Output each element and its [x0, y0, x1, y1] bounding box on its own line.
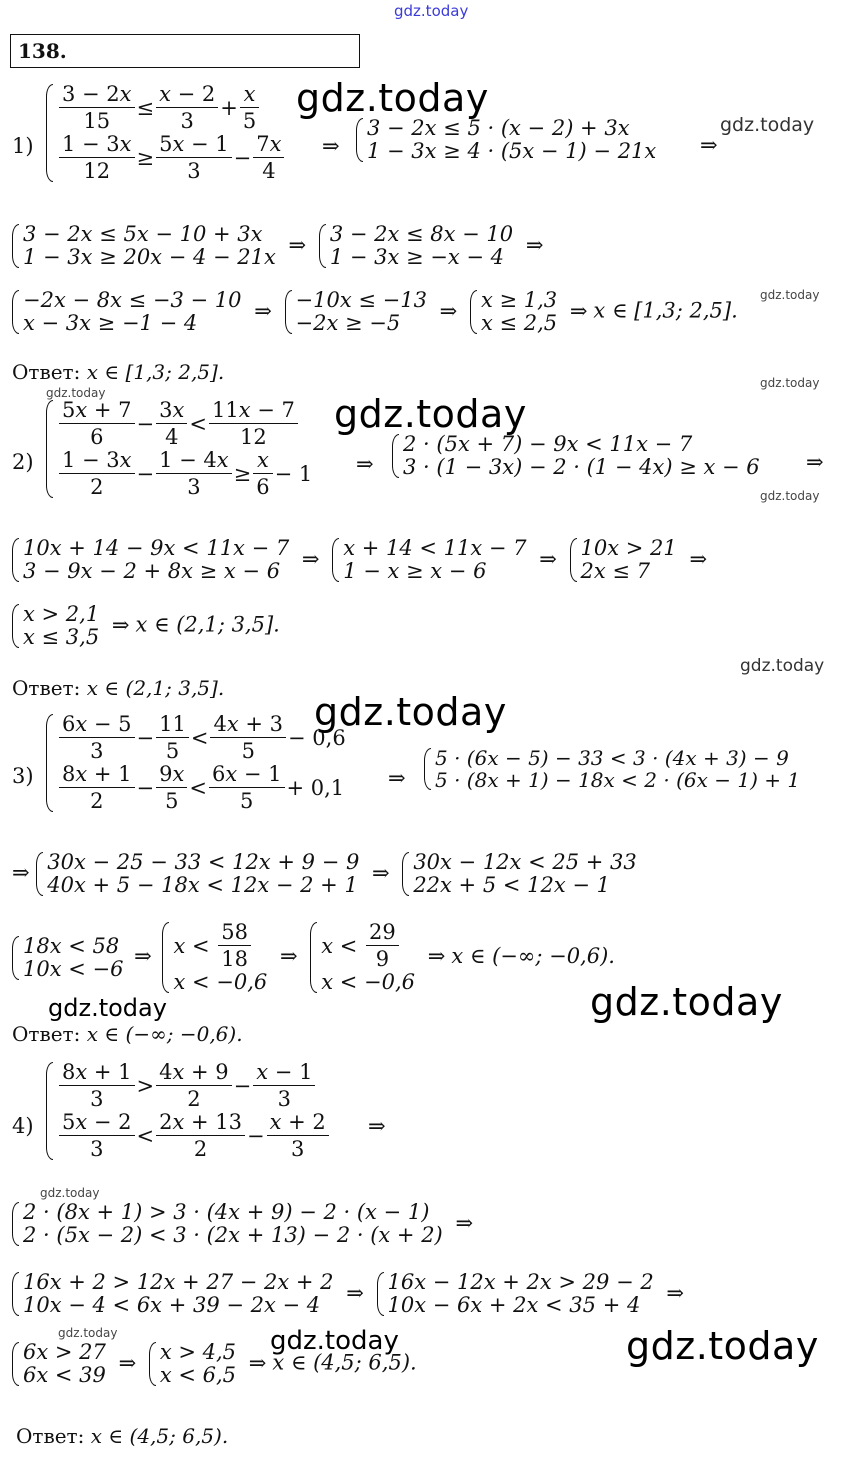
watermark-large: gdz.today: [314, 690, 507, 734]
part-3-line: 40x + 5 − 18x < 12x − 2 + 1: [47, 873, 358, 897]
watermark-small: gdz.today: [40, 1186, 100, 1200]
part-3-line: 5 · (8x + 1) − 18x < 2 · (6x − 1) + 1: [435, 768, 801, 792]
part-3-system-4: 18x < 58 10x < −6 ⇒ x < $\frac{58}{18}$ x < −0,6 ⇒ x < $\frac{29}{9}$ x < −0,6 ⇒ x ∈ (−∞; −0,6).: [12, 922, 615, 993]
part-3-label: 3): [12, 764, 34, 788]
watermark-top: gdz.today: [394, 2, 469, 20]
part-3-system-2: [424, 748, 800, 790]
answer-label: Ответ:: [12, 676, 81, 700]
problem-number: 138.: [18, 39, 67, 63]
part-1-label: 1): [12, 134, 34, 158]
part-4-label: 4): [12, 1114, 34, 1138]
implies-arrow: ⇒: [368, 1114, 386, 1138]
part-2-line: x ≤ 3,5: [23, 625, 100, 649]
part-2-label: 2): [12, 450, 34, 474]
implies-arrow: ⇒: [356, 452, 374, 476]
part-1-line: x − 3x ≥ −1 − 4: [23, 311, 198, 335]
part-2-system-2: [392, 434, 760, 478]
part-3-answer: [12, 1024, 243, 1044]
part-3-line: x < −0,6: [321, 970, 416, 994]
part-4-result: x ∈ (4,5; 6,5).: [272, 1350, 417, 1375]
part-3-line: 10x < −6: [23, 956, 124, 981]
part-2-line: 3 · (1 − 3x) − 2 · (1 − 4x) ≥ x − 6: [403, 455, 760, 479]
part-4-answer: [16, 1426, 228, 1446]
part-1-line: x ≤ 2,5: [480, 311, 558, 335]
part-4-line: 6x < 39: [23, 1363, 106, 1387]
answer-value: x ∈ [1,3; 2,5].: [86, 360, 225, 384]
part-1-system-2: [356, 118, 656, 162]
part-2-system-initial: $\frac{5x + 7}{6}$ − $\frac{3x}{4}$ < $\frac{11x - 7}{12}$ $\frac{1 - 3x}{2}$ − $\frac{1 - 4x}{3}$ ≥ $\frac{x}{6}$ − 1: [46, 400, 312, 498]
implies-arrow: ⇒: [322, 134, 340, 158]
part-1-line: 3 − 2x ≤ 5 · (x − 2) + 3x: [367, 116, 630, 140]
answer-value: x ∈ (2,1; 3,5].: [86, 676, 225, 700]
part-2-system-4: x > 2,1 x ≤ 3,5 ⇒ x ∈ (2,1; 3,5].: [12, 604, 280, 648]
part-1-line: −2x ≥ −5: [295, 311, 401, 335]
watermark-medium: gdz.today: [48, 994, 167, 1022]
part-1-line: 1 − 3x ≥ 20x − 4 − 21x: [23, 245, 276, 269]
watermark-large: gdz.today: [296, 76, 489, 120]
implies-arrow: ⇒: [388, 766, 406, 790]
part-2-line: 10x + 14 − 9x < 11x − 7: [23, 536, 290, 560]
part-1-line: 1 − 3x ≥ −x − 4: [329, 245, 505, 269]
part-4-line: 10x − 6x + 2x < 35 + 4: [387, 1293, 641, 1317]
part-4-line: 6x > 27: [23, 1340, 106, 1364]
part-4-system-3: 16x + 2 > 12x + 27 − 2x + 2 10x − 4 < 6x + 39 − 2x − 4 ⇒ 16x − 12x + 2x > 29 − 2 10x − 6x + 2x < 35 + 4 ⇒: [12, 1272, 684, 1316]
part-2-system-3: 10x + 14 − 9x < 11x − 7 3 − 9x − 2 + 8x ≥ x − 6 ⇒ x + 14 < 11x − 7 1 − x ≥ x − 6 ⇒ 10x > 21 2x ≤ 7 ⇒: [12, 538, 707, 582]
watermark-small: gdz.today: [760, 376, 820, 390]
part-2-line: 10x > 21: [580, 536, 677, 560]
watermark-large: gdz.today: [626, 1324, 819, 1368]
part-3-system-3: ⇒ 30x − 25 − 33 < 12x + 9 − 9 40x + 5 − 18x < 12x − 2 + 1 ⇒ 30x − 12x < 25 + 33 22x + 5 < 12x − 1: [12, 850, 637, 897]
implies-arrow: ⇒: [806, 450, 824, 474]
watermark-small: gdz.today: [760, 288, 820, 302]
part-2-result: x ∈ (2,1; 3,5].: [135, 612, 280, 637]
part-4-system-2: 2 · (8x + 1) > 3 · (4x + 9) − 2 · (x − 1) 2 · (5x − 2) < 3 · (2x + 13) − 2 · (x + 2) ⇒: [12, 1202, 473, 1246]
part-3-line: 22x + 5 < 12x − 1: [413, 873, 611, 897]
problem-header-box: [10, 34, 360, 68]
watermark-medium: gdz.today: [720, 114, 815, 136]
watermark-large: gdz.today: [334, 392, 527, 436]
part-4-line: 16x + 2 > 12x + 27 − 2x + 2: [23, 1270, 334, 1294]
answer-value: x ∈ (4,5; 6,5).: [90, 1424, 229, 1448]
part-1-line: −2x − 8x ≤ −3 − 10: [23, 288, 242, 312]
part-4-system-4: 6x > 27 6x < 39 ⇒ x > 4,5 x < 6,5 ⇒ x ∈ (4,5; 6,5).: [12, 1342, 417, 1386]
part-3-line: 5 · (6x − 5) − 33 < 3 · (4x + 3) − 9: [435, 746, 789, 770]
watermark-medium: gdz.today: [270, 1326, 399, 1356]
answer-value: x ∈ (−∞; −0,6).: [86, 1022, 243, 1046]
part-3-system-initial: $\frac{6x - 5}{3}$ − $\frac{11}{5}$ < $\frac{4x + 3}{5}$ − 0,6 $\frac{8x + 1}{2}$ − $\frac{9x}{5}$ < $\frac{6x - 1}{5}$ + 0,1: [46, 714, 346, 812]
part-3-line: 18x < 58: [23, 933, 120, 958]
part-4-line: 2 · (5x − 2) < 3 · (2x + 13) − 2 · (x + 2): [23, 1223, 443, 1247]
part-1-answer: [12, 362, 224, 382]
part-2-line: 2 · (5x + 7) − 9x < 11x − 7: [403, 432, 693, 456]
part-4-line: 10x − 4 < 6x + 39 − 2x − 4: [23, 1293, 321, 1317]
part-3-line: 30x − 25 − 33 < 12x + 9 − 9: [47, 850, 360, 874]
watermark-medium: gdz.today: [740, 656, 825, 676]
part-4-system-initial: $\frac{8x + 1}{3}$ > $\frac{4x + 9}{2}$ − $\frac{x - 1}{3}$ $\frac{5x - 2}{3}$ < $\frac{2x + 13}{2}$ − $\frac{x + 2}{3}$: [46, 1062, 331, 1160]
watermark-small: gdz.today: [58, 1326, 118, 1340]
answer-label: Ответ:: [16, 1424, 85, 1448]
part-2-line: x + 14 < 11x − 7: [343, 536, 527, 560]
part-1-line: x ≥ 1,3: [480, 288, 558, 312]
part-4-line: 2 · (8x + 1) > 3 · (4x + 9) − 2 · (x − 1): [23, 1200, 430, 1224]
part-2-line: 1 − x ≥ x − 6: [343, 559, 487, 583]
part-3-result: x ∈ (−∞; −0,6).: [451, 944, 615, 968]
part-3-line: x < −0,6: [173, 970, 268, 994]
part-1-system-3: 3 − 2x ≤ 5x − 10 + 3x 1 − 3x ≥ 20x − 4 − 21x ⇒ 3 − 2x ≤ 8x − 10 1 − 3x ≥ −x − 4 ⇒: [12, 224, 543, 268]
part-2-answer: [12, 678, 224, 698]
implies-arrow: ⇒: [700, 133, 718, 157]
part-2-line: 3 − 9x − 2 + 8x ≥ x − 6: [23, 559, 281, 583]
part-3-line: 30x − 12x < 25 + 33: [413, 850, 637, 874]
part-1-system-initial: $\frac{3 - 2x}{15}$ ≤ $\frac{x - 2}{3}$ + $\frac{x}{5}$ $\frac{1 - 3x}{12}$ ≥ $\frac{5x - 1}{3}$ − $\frac{7x}{4}$: [46, 84, 286, 182]
answer-label: Ответ:: [12, 360, 81, 384]
part-1-line: 3 − 2x ≤ 8x − 10: [329, 222, 514, 246]
part-4-line: x > 4,5: [159, 1340, 237, 1364]
answer-label: Ответ:: [12, 1022, 81, 1046]
part-1-line: 1 − 3x ≥ 4 · (5x − 1) − 21x: [367, 139, 657, 163]
part-4-line: x < 6,5: [159, 1363, 237, 1387]
part-1-line: 3 − 2x ≤ 5x − 10 + 3x: [23, 222, 263, 246]
part-4-line: 16x − 12x + 2x > 29 − 2: [387, 1270, 654, 1294]
part-2-line: 2x ≤ 7: [580, 559, 651, 583]
part-1-result: x ∈ [1,3; 2,5].: [593, 298, 738, 323]
watermark-small: gdz.today: [46, 386, 106, 400]
watermark-large: gdz.today: [590, 980, 783, 1024]
part-1-line: −10x ≤ −13: [295, 288, 427, 312]
part-1-system-4: −2x − 8x ≤ −3 − 10 x − 3x ≥ −1 − 4 ⇒ −10x ≤ −13 −2x ≥ −5 ⇒ x ≥ 1,3 x ≤ 2,5 ⇒ x ∈ [1,3; 2,5].: [12, 290, 738, 334]
watermark-small: gdz.today: [760, 489, 820, 503]
part-2-line: x > 2,1: [23, 602, 100, 626]
